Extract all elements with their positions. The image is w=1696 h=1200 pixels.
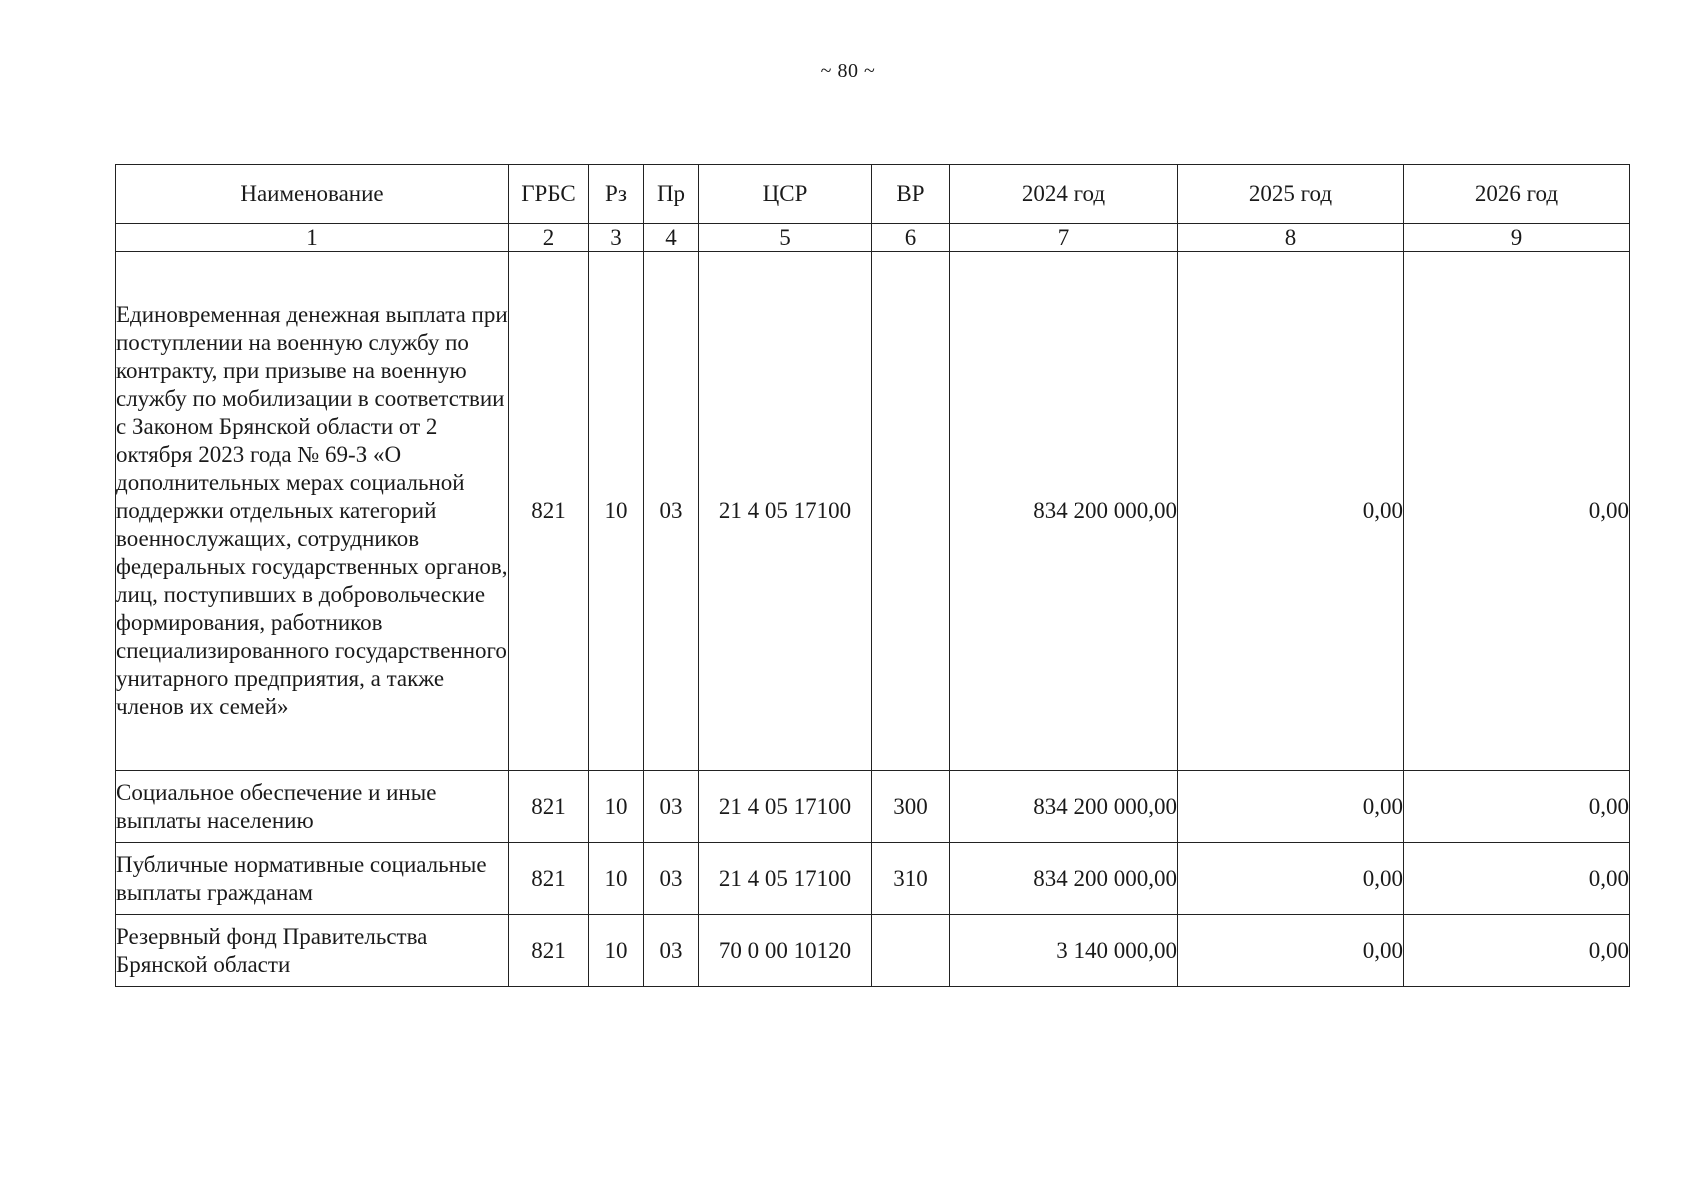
column-number: 2 — [509, 224, 589, 252]
table-row — [116, 843, 1630, 915]
column-number: 5 — [699, 224, 872, 252]
row-rz: 10 — [589, 915, 644, 987]
table-row — [116, 252, 1630, 771]
row-name: Социальное обеспечение и иные выплаты населению — [116, 771, 509, 843]
row-vr: 300 — [872, 771, 950, 843]
row-pr: 03 — [644, 252, 699, 771]
table-header-row — [116, 165, 1630, 224]
row-vr: 310 — [872, 843, 950, 915]
row-2024: 834 200 000,00 — [950, 843, 1178, 915]
row-rz: 10 — [589, 771, 644, 843]
row-rz: 10 — [589, 843, 644, 915]
column-number: 4 — [644, 224, 699, 252]
row-2026: 0,00 — [1404, 771, 1630, 843]
row-2025: 0,00 — [1178, 252, 1404, 771]
row-name: Публичные нормативные социальные выплаты гражданам — [116, 843, 509, 915]
header-pr: Пр — [644, 165, 699, 224]
row-pr: 03 — [644, 915, 699, 987]
column-number: 9 — [1404, 224, 1630, 252]
table-row — [116, 771, 1630, 843]
header-vr: ВР — [872, 165, 950, 224]
row-csr: 21 4 05 17100 — [699, 771, 872, 843]
header-2026: 2026 год — [1404, 165, 1630, 224]
row-name: Единовременная денежная выплата при поступлении на военную службу по контракту, при призыве на военную службу по мобилизации в соответствии с Законом Брянской области от 2 октября 2023 года № 69-З «О дополнительных мерах социальной поддержки отдельных категорий военнослужащих, сотрудников федеральных государственных органов, лиц, поступивших в добровольческие формирования, работников специализированного государственного унитарного предприятия, а также членов их семей» — [116, 252, 509, 771]
row-rz: 10 — [589, 252, 644, 771]
row-2025: 0,00 — [1178, 843, 1404, 915]
budget-table — [115, 164, 1630, 987]
row-2024: 834 200 000,00 — [950, 771, 1178, 843]
row-2026: 0,00 — [1404, 915, 1630, 987]
row-grbs: 821 — [509, 843, 589, 915]
row-grbs: 821 — [509, 252, 589, 771]
row-vr — [872, 915, 950, 987]
row-2024: 3 140 000,00 — [950, 915, 1178, 987]
header-2024: 2024 год — [950, 165, 1178, 224]
column-number: 3 — [589, 224, 644, 252]
header-grbs: ГРБС — [509, 165, 589, 224]
row-2026: 0,00 — [1404, 252, 1630, 771]
row-name: Резервный фонд Правительства Брянской области — [116, 915, 509, 987]
row-csr: 70 0 00 10120 — [699, 915, 872, 987]
row-2024: 834 200 000,00 — [950, 252, 1178, 771]
column-number: 6 — [872, 224, 950, 252]
row-2026: 0,00 — [1404, 843, 1630, 915]
column-number: 1 — [116, 224, 509, 252]
row-2025: 0,00 — [1178, 771, 1404, 843]
row-2025: 0,00 — [1178, 915, 1404, 987]
row-pr: 03 — [644, 843, 699, 915]
header-rz: Рз — [589, 165, 644, 224]
header-2025: 2025 год — [1178, 165, 1404, 224]
row-grbs: 821 — [509, 915, 589, 987]
column-number: 8 — [1178, 224, 1404, 252]
row-grbs: 821 — [509, 771, 589, 843]
row-pr: 03 — [644, 771, 699, 843]
row-vr — [872, 252, 950, 771]
header-csr: ЦСР — [699, 165, 872, 224]
page-number: ~ 80 ~ — [820, 60, 876, 82]
row-csr: 21 4 05 17100 — [699, 843, 872, 915]
header-name: Наименование — [116, 165, 509, 224]
column-number-row — [116, 224, 1630, 252]
column-number: 7 — [950, 224, 1178, 252]
table-row — [116, 915, 1630, 987]
row-csr: 21 4 05 17100 — [699, 252, 872, 771]
